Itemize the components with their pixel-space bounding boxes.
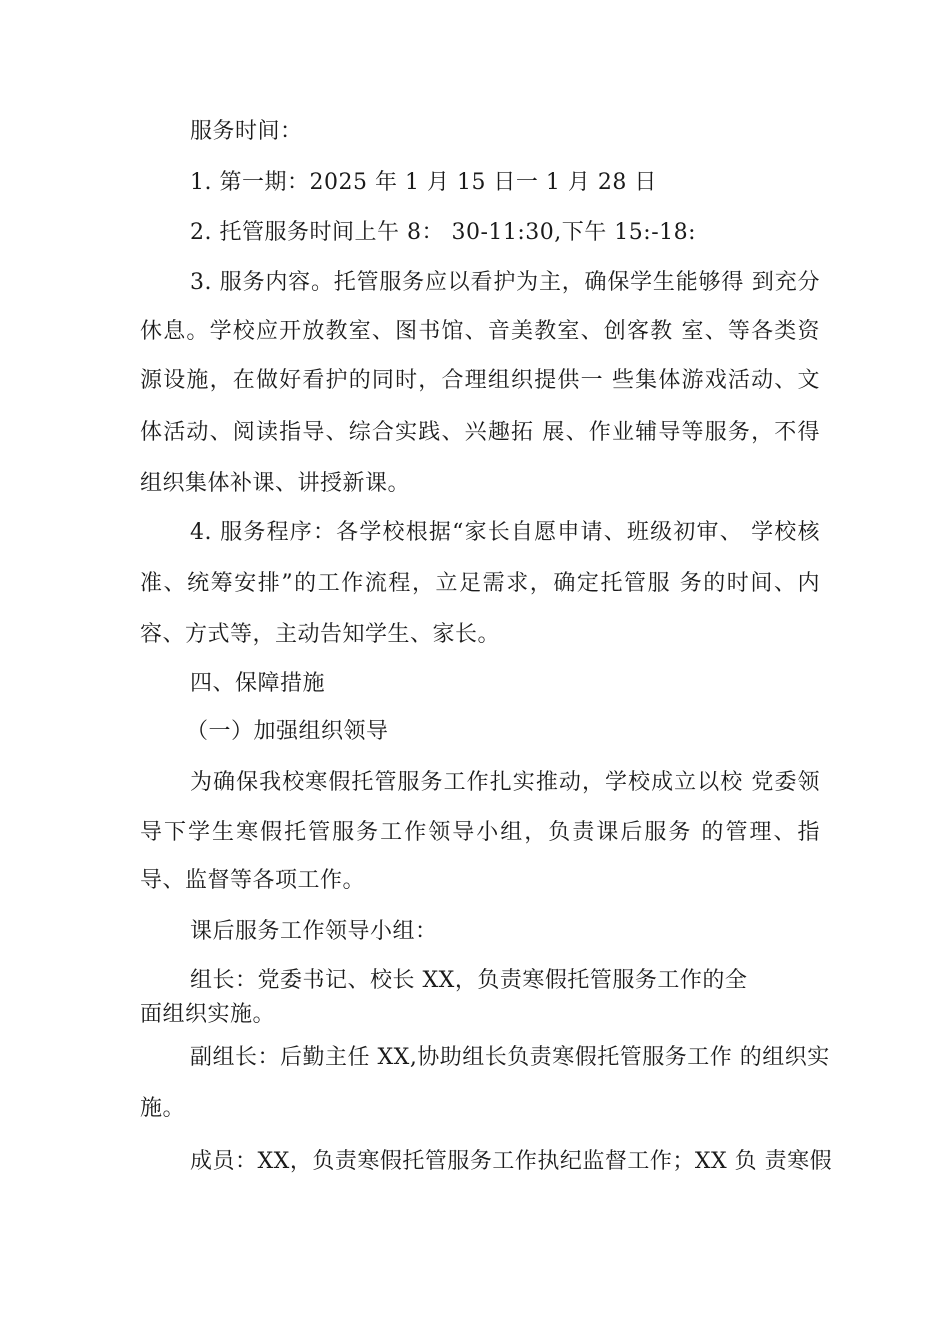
members-line-1: 成员：XX，负责寒假托管服务工作执纪监督工作；XX 负 责寒假 — [190, 1149, 833, 1174]
service-content-line-2: 休息。学校应开放教室、图书馆、音美教室、创客教 室、等各类资 — [140, 319, 820, 344]
subsection-heading-organization: （一）加强组织领导 — [186, 719, 389, 744]
service-content-line-4: 体活动、阅读指导、综合实践、兴趣拓 展、作业辅导等服务，不得 — [140, 420, 820, 445]
service-content-line-1: 3. 服务内容。托管服务应以看护为主，确保学生能够得 到充分 — [190, 270, 820, 295]
organization-paragraph-line-1: 为确保我校寒假托管服务工作扎实推动，学校成立以校 党委领 — [190, 770, 820, 795]
deputy-leader-line-2: 施。 — [140, 1096, 186, 1121]
group-leader-line-1: 组长：党委书记、校长 XX，负责寒假托管服务工作的全 — [190, 968, 748, 993]
organization-paragraph-line-3: 导、监督等各项工作。 — [140, 868, 366, 893]
service-content-line-3: 源设施，在做好看护的同时，合理组织提供一 些集体游戏活动、文 — [140, 368, 820, 393]
service-content-line-5: 组织集体补课、讲授新课。 — [140, 471, 411, 496]
service-procedure-line-1: 4. 服务程序：各学校根据“家长自愿申请、班级初审、 学校核 — [190, 520, 820, 545]
service-period-item: 1. 第一期：2025 年 1 月 15 日一 1 月 28 日 — [190, 170, 657, 195]
service-time-heading: 服务时间： — [190, 119, 303, 144]
leadership-group-heading: 课后服务工作领导小组： — [190, 919, 438, 944]
service-procedure-line-2: 准、统筹安排”的工作流程，立足需求，确定托管服 务的时间、内 — [140, 571, 820, 596]
deputy-leader-line-1: 副组长：后勤主任 XX,协助组长负责寒假托管服务工作 的组织实 — [190, 1045, 830, 1070]
group-leader-line-2: 面组织实施。 — [140, 1002, 276, 1027]
service-procedure-line-3: 容、方式等，主动告知学生、家长。 — [140, 622, 501, 647]
section-heading-guarantee: 四、保障措施 — [190, 671, 326, 696]
service-hours-item: 2. 托管服务时间上午 8： 30-11:30,下午 15:-18: — [190, 220, 697, 245]
organization-paragraph-line-2: 导下学生寒假托管服务工作领导小组，负责课后服务 的管理、指 — [140, 820, 820, 845]
